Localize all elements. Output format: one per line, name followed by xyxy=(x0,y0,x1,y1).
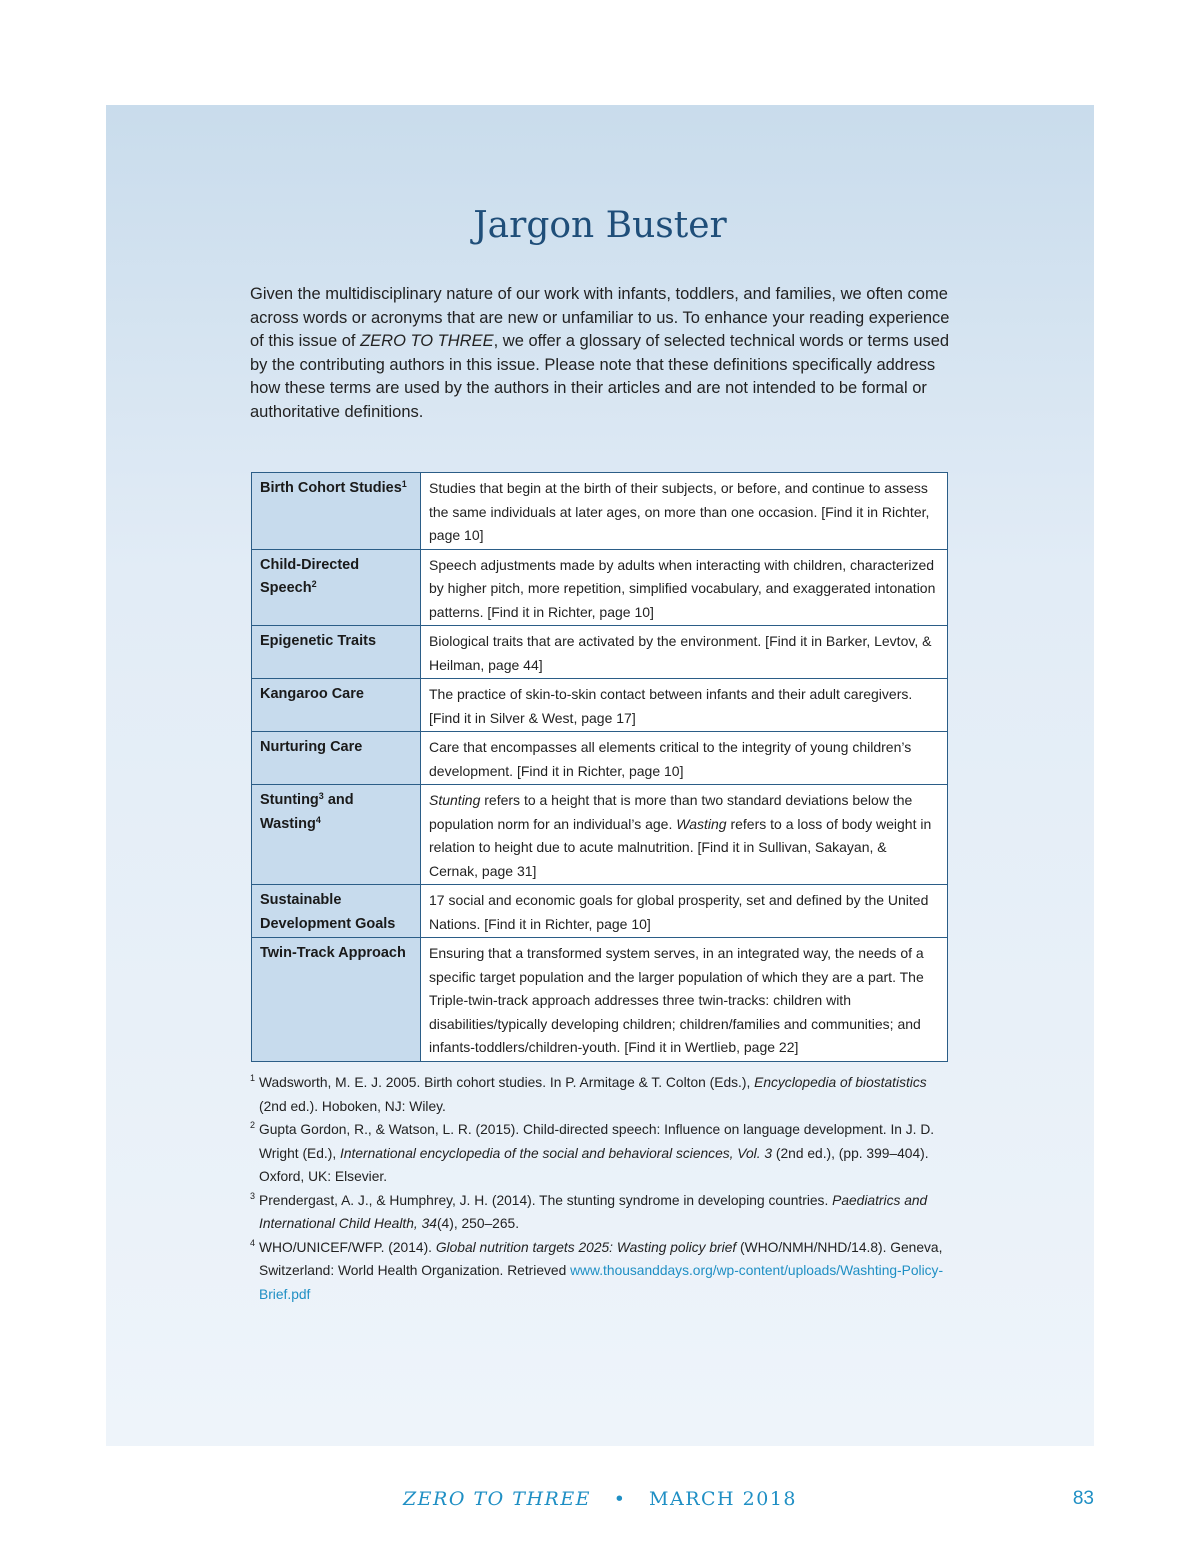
term-footnote-ref: 1 xyxy=(401,479,407,489)
table-row xyxy=(252,885,948,938)
footnote xyxy=(250,1118,950,1189)
glossary-term: Sustainable Development Goals xyxy=(252,885,421,938)
glossary-definition: The practice of skin-to-skin contact between infants and their adult caregivers. [Find it in Silver & West, page 17] xyxy=(421,679,948,732)
glossary-definition: Care that encompasses all elements critical to the integrity of young children’s development. [Find it in Richter, page 10] xyxy=(421,732,948,785)
term-text: Birth Cohort Studies xyxy=(260,480,402,496)
footnote-title: Global nutrition targets 2025: Wasting policy brief xyxy=(435,1239,737,1255)
intro-paragraph xyxy=(250,283,950,425)
footer-publication: ZERO TO THREE xyxy=(402,1488,592,1510)
footnote-number: 3 xyxy=(250,1190,256,1201)
table-row xyxy=(252,938,948,1062)
definition-text: refers to a height that is more than two standard deviations below the population norm for an individual’s age. xyxy=(429,792,913,832)
glossary-term xyxy=(252,549,421,626)
table-row xyxy=(252,785,948,885)
glossary-term: Twin-Track Approach xyxy=(252,938,421,1062)
glossary-definition: Biological traits that are activated by the environment. [Find it in Barker, Levtov, & Heilman, page 44] xyxy=(421,626,948,679)
definition-text: refers to a loss of body weight in relation to height due to acute malnutrition. [Find it in Sullivan, Sakayan, & Cernak, page 31] xyxy=(429,815,932,879)
footnote-number: 4 xyxy=(250,1237,256,1248)
intro-part-1: Given the multidisciplinary nature of our work with infants, toddlers, and families, we often come across words or acronyms that are new or unfamiliar to us. To enhance your reading experience of this issue of xyxy=(250,285,950,351)
term-text: Child-Directed Speech xyxy=(260,556,360,596)
intro-publication: ZERO TO THREE xyxy=(360,332,494,351)
term-footnote-ref: 2 xyxy=(311,579,317,589)
glossary-term: Epigenetic Traits xyxy=(252,626,421,679)
table-row xyxy=(252,473,948,550)
term-text: and xyxy=(323,792,354,808)
footnote-title: International encyclopedia of the social and behavioral sciences, Vol. 3 xyxy=(340,1145,773,1161)
footnote xyxy=(250,1236,950,1307)
footnote-text: Prendergast, A. J., & Humphrey, J. H. (2014). The stunting syndrome in developing countries. xyxy=(259,1192,833,1208)
footnote-text: (2nd ed.), (pp. 399–404). Oxford, UK: Elsevier. xyxy=(259,1145,929,1184)
page-title: Jargon Buster xyxy=(473,205,727,246)
footnote-title: Paediatrics and International Child Health, 34 xyxy=(259,1192,928,1231)
table-row xyxy=(252,732,948,785)
footnote-number: 2 xyxy=(250,1120,256,1130)
page-footer xyxy=(106,1488,1094,1518)
table-row xyxy=(252,626,948,679)
intro-part-2: , we offer a glossary of selected technical words or terms used by the contributing authors in this issue. Please note that these definitions specifically address how these terms are used by the authors in their articles and are not intended to be formal or authoritative definitions. xyxy=(250,332,950,421)
footnote-text: Gupta Gordon, R., & Watson, L. R. (2015). Child-directed speech: Influence on language development. In J. D. Wright (Ed.), xyxy=(259,1122,935,1161)
glossary-term xyxy=(252,473,421,550)
term-footnote-ref: 3 xyxy=(318,791,324,801)
glossary-definition: Ensuring that a transformed system serves, in an integrated way, the needs of a specific target population and the larger population of which they are a part. The Triple-twin-track approach addresses three twin-tracks: children with disabilities/typically developing children; children/families and communities; and infants-toddlers/children-youth. [Find it in Wertlieb, page 22] xyxy=(421,938,948,1062)
glossary-table xyxy=(251,472,948,1062)
footnote-title: Encyclopedia of biostatistics xyxy=(754,1075,927,1090)
footnote-number: 1 xyxy=(250,1073,256,1083)
table-row xyxy=(252,679,948,732)
footer-publication-line xyxy=(106,1488,1094,1510)
term-footnote-ref: 4 xyxy=(315,814,321,825)
footnote-text: (2nd ed.). Hoboken, NJ: Wiley. xyxy=(259,1098,446,1114)
definition-italic: Stunting xyxy=(429,792,481,808)
glossary-definition: Studies that begin at the birth of their subjects, or before, and continue to assess the same individuals at later ages, on more than one occasion. [Find it in Richter, page 10] xyxy=(421,473,948,550)
glossary-term xyxy=(252,785,421,885)
glossary-term: Nurturing Care xyxy=(252,732,421,785)
footnote-link[interactable]: www.thousanddays.org/wp-content/uploads/Washting-Policy-Brief.pdf xyxy=(259,1263,944,1302)
glossary-definition: 17 social and economic goals for global prosperity, set and defined by the United Nations. [Find it in Richter, page 10] xyxy=(421,885,948,938)
glossary-definition: Speech adjustments made by adults when interacting with children, characterized by higher pitch, more repetition, simplified vocabulary, and exaggerated intonation patterns. [Find it in Richter, page 10] xyxy=(421,549,948,626)
definition-italic: Wasting xyxy=(676,815,727,832)
footer-date: MARCH 2018 xyxy=(649,1488,798,1510)
footnote-text: (4), 250–265. xyxy=(436,1216,520,1231)
footnote xyxy=(250,1189,950,1236)
footnote-text: Wadsworth, M. E. J. 2005. Birth cohort studies. In P. Armitage & T. Colton (Eds.), xyxy=(259,1075,755,1090)
footer-separator: • xyxy=(613,1488,627,1510)
footnote-text: WHO/UNICEF/WFP. (2014). xyxy=(259,1239,436,1255)
glossary-definition xyxy=(421,785,948,885)
footnote-text: (WHO/NMH/NHD/14.8). Geneva, Switzerland: World Health Organization. Retrieved xyxy=(259,1239,943,1278)
footnotes xyxy=(250,1071,950,1306)
term-text: Stunting xyxy=(260,792,319,808)
glossary-term: Kangaroo Care xyxy=(252,679,421,732)
footnote xyxy=(250,1071,950,1118)
table-row xyxy=(252,549,948,626)
page-number: 83 xyxy=(1072,1488,1094,1509)
term-text: Wasting xyxy=(260,815,316,832)
